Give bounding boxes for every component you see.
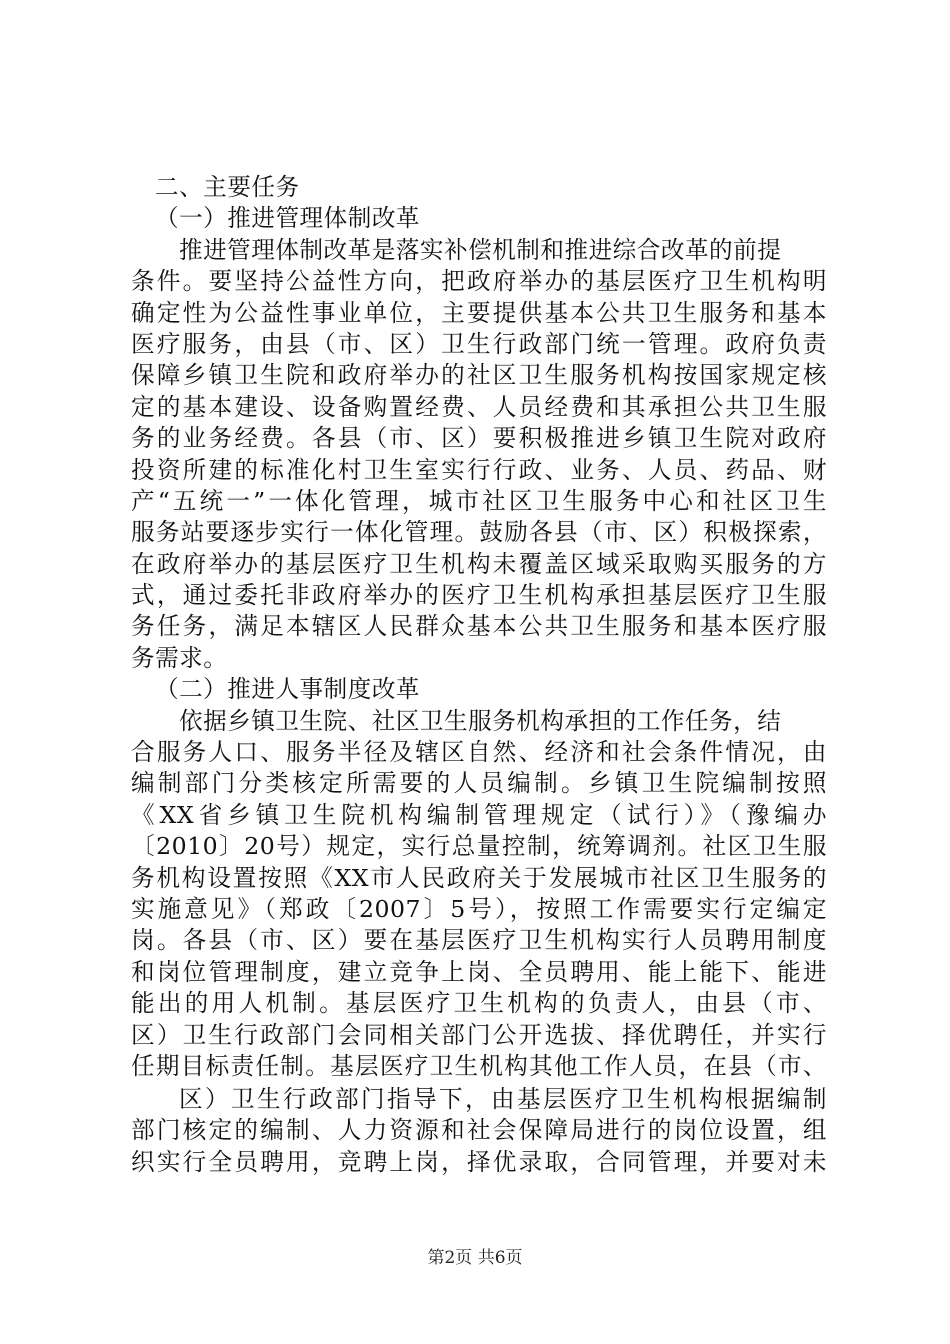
- paragraph-2-line: 实施意见》（郑政〔2007〕5号），按照工作需要实行定编定: [131, 894, 827, 923]
- continuation-line: 部门核定的编制、人力资源和社会保障局进行的岗位设置，组: [131, 1116, 827, 1145]
- paragraph-1-line: 务需求。: [131, 643, 228, 672]
- paragraph-2-line: 能出的用人机制。基层医疗卫生机构的负责人，由县（市、: [131, 989, 827, 1018]
- paragraph-2-line: 区）卫生行政部门会同相关部门公开选拔、择优聘任，并实行: [131, 1020, 827, 1049]
- continuation-text-block: [131, 1084, 827, 1178]
- continuation-line: 区）卫生行政部门指导下，由基层医疗卫生机构根据编制: [179, 1085, 827, 1113]
- paragraph-1-line: 投资所建的标准化村卫生室实行行政、业务、人员、药品、财: [131, 455, 827, 484]
- paragraph-2-line: 任期目标责任制。基层医疗卫生机构其他工作人员，在县（市、: [131, 1051, 827, 1080]
- page-number-footer: 第2页 共6页: [427, 1248, 523, 1268]
- paragraph-2-line: 岗。各县（市、区）要在基层医疗卫生机构实行人员聘用制度: [131, 926, 827, 955]
- paragraph-1-line: 在政府举办的基层医疗卫生机构未覆盖区域采取购买服务的方: [131, 549, 827, 578]
- main-text-block: [131, 172, 827, 1082]
- paragraph-1-line: 确定性为公益性事业单位，主要提供基本公共卫生服务和基本: [131, 298, 827, 327]
- paragraph-2-line: 《XX省乡镇卫生院机构编制管理规定（试行）》（豫编办: [131, 800, 827, 829]
- paragraph-2-line: 合服务人口、服务半径及辖区自然、经济和社会条件情况，由: [131, 738, 827, 767]
- paragraph-2-line: 编制部门分类核定所需要的人员编制。乡镇卫生院编制按照: [131, 769, 827, 798]
- subsection-heading-2: （二）推进人事制度改革: [155, 675, 421, 704]
- paragraph-1-line: 务任务，满足本辖区人民群众基本公共卫生服务和基本医疗服: [131, 612, 827, 641]
- paragraph-2-line: 依据乡镇卫生院、社区卫生服务机构承担的工作任务，结: [179, 706, 782, 735]
- paragraph-1-line: 定的基本建设、设备购置经费、人员经费和其承担公共卫生服: [131, 392, 827, 421]
- paragraph-1-line: 条件。要坚持公益性方向，把政府举办的基层医疗卫生机构明: [131, 267, 827, 296]
- paragraph-2-line: 和岗位管理制度，建立竞争上岗、全员聘用、能上能下、能进: [131, 957, 827, 986]
- paragraph-1-line: 推进管理体制改革是落实补偿机制和推进综合改革的前提: [179, 235, 782, 264]
- paragraph-1-line: 务的业务经费。各县（市、区）要积极推进乡镇卫生院对政府: [131, 424, 827, 453]
- paragraph-1-line: 产“五统一”一体化管理，城市社区卫生服务中心和社区卫生: [131, 486, 827, 515]
- subsection-heading-1: （一）推进管理体制改革: [155, 204, 421, 233]
- paragraph-2-line: 〔2010〕20号）规定，实行总量控制，统筹调剂。社区卫生服: [131, 832, 827, 861]
- paragraph-1-line: 式，通过委托非政府举办的医疗卫生机构承担基层医疗卫生服: [131, 581, 827, 610]
- paragraph-2-line: 务机构设置按照《XX市人民政府关于发展城市社区卫生服务的: [131, 863, 827, 892]
- paragraph-1-line: 服务站要逐步实行一体化管理。鼓励各县（市、区）积极探索，: [131, 518, 827, 547]
- section-heading: 二、主要任务: [155, 173, 300, 201]
- continuation-line: 织实行全员聘用，竞聘上岗，择优录取，合同管理，并要对未: [131, 1147, 827, 1176]
- paragraph-1-line: 医疗服务，由县（市、区）卫生行政部门统一管理。政府负责: [131, 329, 827, 358]
- paragraph-1-line: 保障乡镇卫生院和政府举办的社区卫生服务机构按国家规定核: [131, 361, 827, 390]
